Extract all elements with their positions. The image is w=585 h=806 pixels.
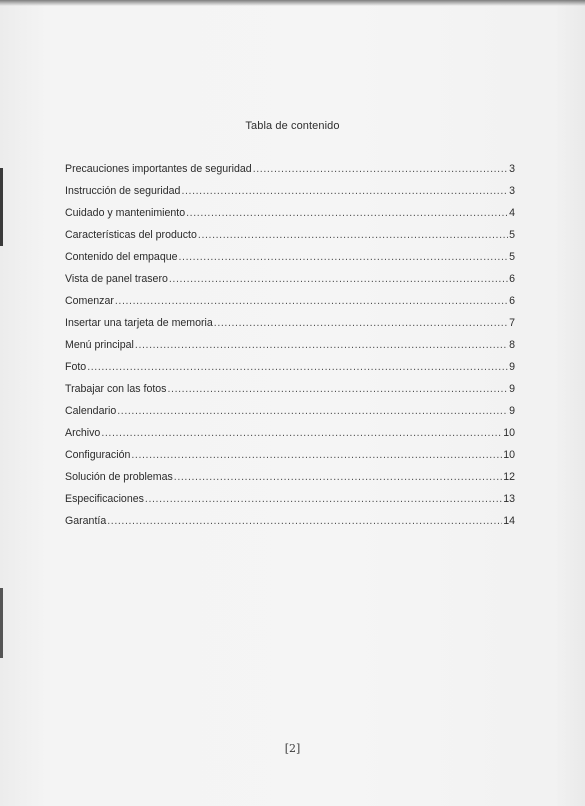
toc-entry-label: Menú principal <box>65 339 134 351</box>
toc-leader-dots <box>87 356 508 378</box>
toc-entry-page: 7 <box>509 317 515 329</box>
toc-leader-dots <box>107 510 502 532</box>
toc-leader-dots <box>135 334 508 356</box>
toc-entry-label: Foto <box>65 361 87 373</box>
toc-entry-label: Características del producto <box>65 229 197 241</box>
toc-leader-dots <box>186 202 508 224</box>
toc-entry <box>65 466 515 488</box>
toc-entry-page: 10 <box>503 449 515 461</box>
toc-entry-label: Precauciones importantes de seguridad <box>65 163 252 175</box>
toc-entry-label: Trabajar con las fotos <box>65 383 167 395</box>
toc-entry-page: 9 <box>509 383 515 395</box>
toc-entry-label: Instrucción de seguridad <box>65 185 181 197</box>
toc-entry-label: Solución de problemas <box>65 471 173 483</box>
toc-entry-page: 3 <box>509 163 515 175</box>
toc-entry <box>65 334 515 356</box>
toc-title: Tabla de contenido <box>245 120 340 132</box>
toc-entry <box>65 444 515 466</box>
toc-entry-page: 8 <box>509 339 515 351</box>
toc-leader-dots <box>145 488 502 510</box>
toc-entry <box>65 224 515 246</box>
toc-entry-label: Especificaciones <box>65 493 144 505</box>
toc-entry-page: 6 <box>509 295 515 307</box>
toc-leader-dots <box>198 224 508 246</box>
toc-entry-label: Archivo <box>65 427 101 439</box>
toc-entry-page: 9 <box>509 361 515 373</box>
toc-entry <box>65 268 515 290</box>
toc-entry <box>65 312 515 334</box>
toc-leader-dots <box>115 290 508 312</box>
toc-entry-label: Insertar una tarjeta de memoria <box>65 317 213 329</box>
toc-entry-page: 6 <box>509 273 515 285</box>
toc-entry <box>65 510 515 532</box>
toc-entry-page: 3 <box>509 185 515 197</box>
toc-entry <box>65 290 515 312</box>
toc-entry <box>65 356 515 378</box>
toc-entry-page: 12 <box>503 471 515 483</box>
toc-entry-page: 5 <box>509 229 515 241</box>
toc-entry <box>65 246 515 268</box>
scan-top-edge <box>0 0 585 6</box>
toc-entry-page: 10 <box>503 427 515 439</box>
scan-binding-mark <box>0 168 3 246</box>
toc-leader-dots <box>167 378 508 400</box>
toc-entry-label: Contenido del empaque <box>65 251 178 263</box>
toc-entry <box>65 378 515 400</box>
toc-entry <box>65 202 515 224</box>
toc-entry-label: Cuidado y mantenimiento <box>65 207 186 219</box>
scan-binding-mark <box>0 588 3 658</box>
toc-entry-page: 4 <box>509 207 515 219</box>
toc-entry-page: 13 <box>503 493 515 505</box>
toc-entry-page: 9 <box>509 405 515 417</box>
toc-entry-label: Calendario <box>65 405 117 417</box>
toc-leader-dots <box>169 268 508 290</box>
toc-leader-dots <box>101 422 502 444</box>
toc-entry-page: 5 <box>509 251 515 263</box>
toc-leader-dots <box>174 466 502 488</box>
toc-entry-page: 14 <box>503 515 515 527</box>
toc-entry <box>65 488 515 510</box>
toc-leader-dots <box>181 180 508 202</box>
toc-entry <box>65 158 515 180</box>
toc-leader-dots <box>117 400 508 422</box>
toc-entry-label: Configuración <box>65 449 131 461</box>
toc-leader-dots <box>179 246 509 268</box>
toc-entry <box>65 422 515 444</box>
toc-leader-dots <box>131 444 502 466</box>
toc-entry-label: Vista de panel trasero <box>65 273 168 285</box>
page-number: [2] <box>284 742 301 755</box>
toc-entry-label: Garantía <box>65 515 107 527</box>
toc-entry <box>65 180 515 202</box>
toc-leader-dots <box>214 312 508 334</box>
toc-entry-label: Comenzar <box>65 295 114 307</box>
toc-entry <box>65 400 515 422</box>
table-of-contents <box>65 158 515 532</box>
toc-leader-dots <box>253 158 508 180</box>
